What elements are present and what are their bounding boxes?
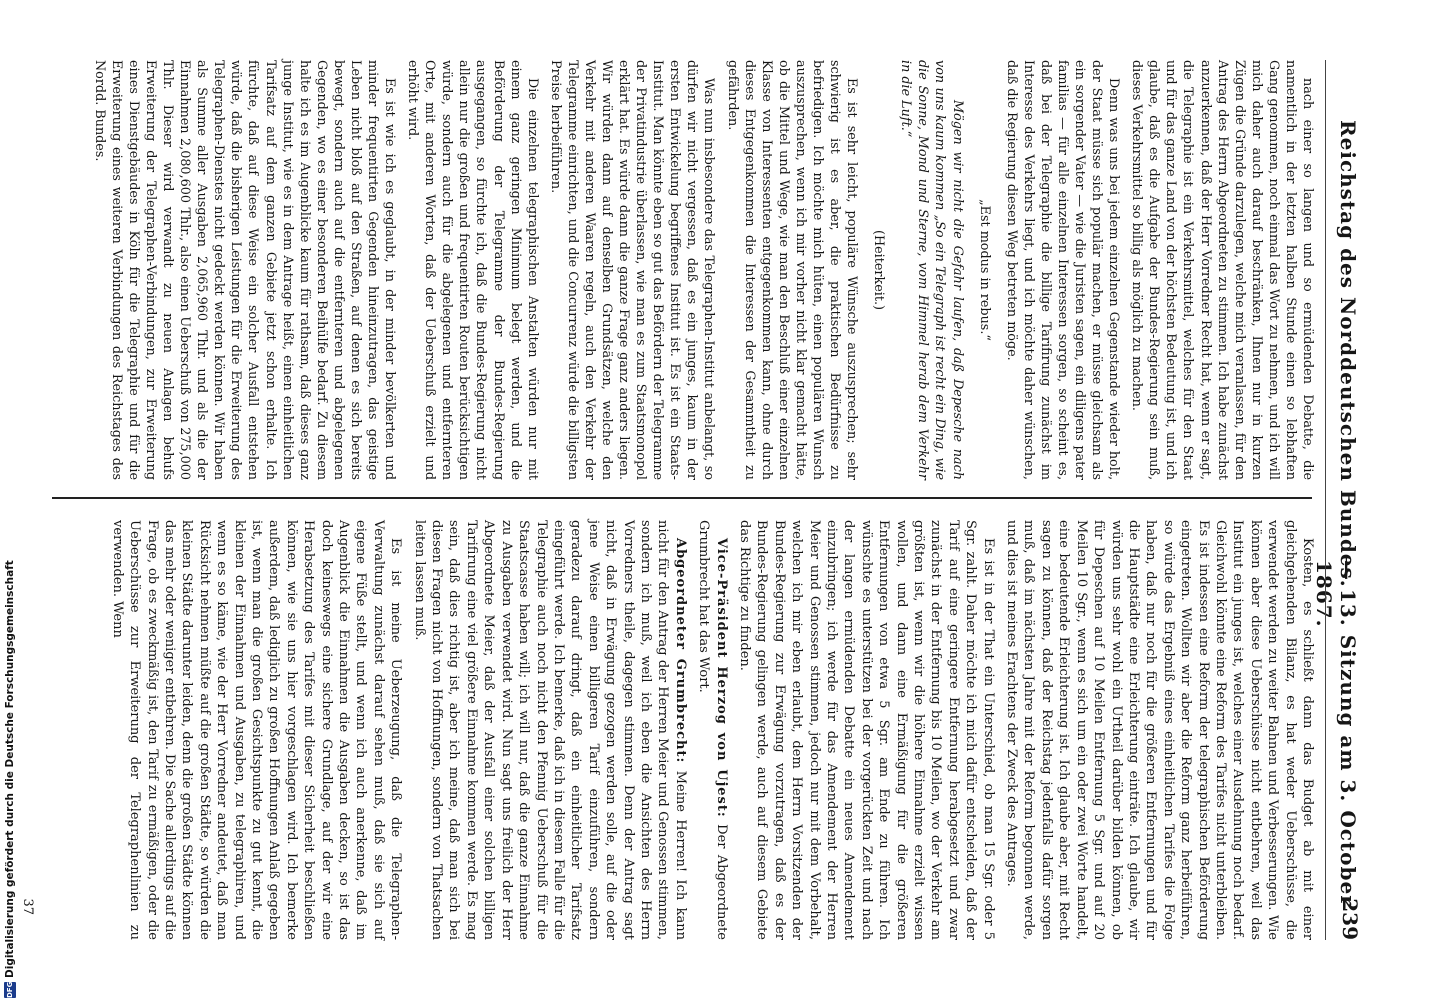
speaker-paragraph [410, 520, 689, 940]
paragraph: Die einzelnen telegraphischen Anstalten würden nur mit einem ganz geringen Minimum belegt werden, und die Beförderung der Telegramme der Bundes-Regierung ausgegangen, so fürchte ich, daß die Bundes-Regierung nicht allein nur die großen und frequentirten Routen berücksichtigen würde, sondern auch für die abgelegenen und entfernteren Orte, mit anderen Worten, daß der Ueberschuß erzielt und erhöht wird. [405, 60, 540, 480]
paragraph: Es ist meine Ueberzeugung, daß die Telegraphen-Verwaltung zunächst darauf sehen muß, daß sie sich auf eigene Füße stellt, und wenn ich auch anerkenne, daß im Augenblick die Einnahmen die Ausgaben decken, so ist das doch keineswegs eine sichere Grundlage, auf der wir eine Herabsetzung des Tarifes mit dieser Sicherheit beschließen können, wie sie uns hier vorgeschlagen wird. Ich bemerke außerdem, daß lediglich zu großen Hoffnungen Anlaß gegeben ist, wenn man die großen Gesichtspunkte zu gut kennt, die kleinen der Einnahmen und Ausgaben, zu telegraphiren, und wenn es so käme, wie der Herr Vorredner andeutet, daß man Rücksicht nehmen müßte auf die großen Städte, so würden die kleinen Städte darunter leiden, denn die großen Städte können das mehr oder weniger entbehren. Die Sache allerdings auf die Frage, ob es zweckmäßig ist, den Tarif zu ermäßigen, oder die Ueberschüsse zur Erweiterung der Telegraphenlinien zu verwenden. Wenn [109, 520, 404, 940]
credit-text: Digitalisierung gefördert durch die Deutsche Forschungsgemeinschaft [4, 560, 16, 978]
speaker-name: Abgeordneter Grumbrecht: [672, 538, 688, 764]
paragraph: Es ist in der That ein Unterschied, ob man 15 Sgr. oder 5 Sgr. zahlt. Daher möchte ich mich dafür entscheiden, daß der Tarif auf eine geringere Entfernung herabgesetzt und zwar zunächst in der Entfernung bis 10 Meilen, wo der Verkehr am größten ist, wenn wir die höhere Einnahme erzielt wissen wollen, und dann eine Ermäßigung für die größeren Entfernungen von etwa 5 Sgr. am Ende zu führen. Ich wünschte es unterstützen bei der vorgerückten Zeit und nach der langen ermüdenden Debatte ein neues Amendement einzubringen; ich werde für das Amendement der Herren Meier und Genossen stimmen, jedoch nur mit dem Vorbehalt, welchen ich mir eben erlaubt, dem Herrn Vorsitzenden der Bundes-Regierung zur Erwägung vorzutragen, daß es der Bundes-Regierung gelingen werde, auch auf diesem Gebiete das Richtige zu finden. [737, 520, 996, 940]
header-rule [1325, 60, 1326, 940]
paragraph: nach einer so langen und so ermüdenden Debatte, die namentlich in der letzten halben Stunde einen so lebhaften Gang genommen, noch einmal das Wort zu nehmen, und ich will mich daher auch darauf beschränken, Ihnen nur in kurzen Zügen die Gründe darzulegen, welche mich veranlassen, für den Antrag des Herrn Abgeordneten zu stimmen. Ich habe zunächst anzuerkennen, daß der Herr Vorredner Recht hat, wenn er sagt, die Telegraphie ist ein Verkehrsmittel, welches für den Staat und für das ganze Land von der höchsten Bedeutung ist, und ich glaube, daß es die Aufgabe der Bundes-Regierung sein muß, dieses Verkehrsmittel so billig als möglich zu machen. [1129, 60, 1315, 480]
centered-line: (Heiterkeit.) [871, 230, 887, 310]
header-session-date: — 13. Sitzung am 3. October 1867. [1312, 560, 1360, 907]
speech-text: Meine Herren! Ich kann nicht für den Antrag der Herren Meier und Genossen stimmen, sondern ich muß, weil ich eben die Ansichten des Herrn Vorredners theile, dagegen stimmen. Denn der Antrag sagt nicht, daß in Erwägung gezogen werden solle, auf die oder jene Weise einen billigeren Tarif einzuführen, sondern geradezu darauf dringt, daß ein einheitlicher Tarifsatz eingeführt werde. Ich bemerke, daß ich in diesem Falle für die Telegraphie auch noch nicht den Pfennig Ueberschuß für die Staatscasse haben will; ich will nur, daß die ganze Einnahme zu Ausgaben verwendet wird. Nun sagt uns freilich der Herr Abgeordnete Meier, daß der Ausfall einer solchen billigen Tarifirung eine viel größere Einnahme kommen werde. Es mag sein, daß dies richtig ist, aber ich meine, daß man sich bei diesen Fragen nicht von Hoffnungen, sondern von Thatsachen leiten lassen muß. [411, 520, 688, 940]
centered-line: „Est modus in rebus.“ [976, 199, 992, 341]
paragraph: Kosten, es schließt dann das Budget ab mit einer gleichgehenden Bilanz, es hat weder Ueberschüsse, die verwendet werden zu weiter Bahnen und Verbesserungen. Wie können aber diese Ueberschüsse nicht entbehren, weil das Institut ein junges ist, welches einer Ausdehnung noch bedarf. Gleichwohl könnte eine Reform des Tarifes nicht unterbleiben. Es ist indessen eine Reform der telegraphischen Beförderung eingetreten. Wollten wir aber die Reform ganz herbeiführen, so würde das Ergebniß eines einheitlichen Tarifes die Folge haben, daß nur noch für die größeren Entfernungen und für die Hauptstädte eine Erleichterung einträte. Ich glaube, wir würden uns sehr wohl ein Urtheil darüber bilden können, ob für Depeschen auf 10 Meilen Entfernung 5 Sgr. und auf 20 Meilen 10 Sgr., wenn es sich um ein oder zwei Worte handelt, eine bedeutende Erleichterung ist. Ich glaube aber, mit Recht sagen zu können, daß der Reichstag jedenfalls dafür sorgen muß, daß im nächsten Jahre mit der Reform begonnen werde, und dies ist meines Erachtens der Zweck des Antrages. [1004, 520, 1315, 940]
speech-text: Der Abgeordnete Grumbrecht hat das Wort. [696, 520, 729, 940]
left-column [85, 60, 1316, 480]
digitization-credit [2, 518, 18, 998]
paragraph: Es ist wie ich es geglaubt, in der minder bevölkerten und minder frequentirten Gegenden hineinzutragen, das geistige Leben nicht bloß auf den Straßen, auf denen es sich bereits bewegt, sondern auch auf die entfernteren und abgelegenen Gegenden, wo es einer besonderen Beihülfe bedarf. Zu diesem halte ich es im Augenblicke kaum für rathsam, daß dieses ganz junge Institut, wie es in dem Antrage heißt, einen einheitlichen Tarifsatz auf dem ganzen Gebiete jetzt schon erhalte. Ich fürchte, daß auf diese Weise ein solcher Ausfall entstehen würde, daß die bisherigen Leistungen für die Erweiterung des Telegraphen-Dienstes nicht gedeckt werden können. Wir haben als Summe aller Ausgaben 2,065,960 Thlr. und als die der Einnahmen 2,080,600 Thlr., also einen Ueberschuß von 275,000 Thlr. Dieser wird verwandt zu neuen Anlagen behufs Erweiterung der Telegraphen-Verbindungen, zur Erweiterung eines Dienstgebäudes in Köln für die Telegraphie und für die Erweiterung eines weiteren Verbindungen des Reichstages des Nordd. Bundes. [91, 60, 398, 480]
sheet-signature: 37 [20, 898, 35, 915]
column-divider [52, 497, 1312, 499]
page-header [1312, 60, 1366, 940]
quoted-verse: Mögen wir nicht die Gefahr laufen, daß Depesche nach von uns kaum kommen „So ein Telegraph ist recht ein Ding, wie die Sonne, Mond und Sterne, vom Himmel herab dem Verkehr in die Luft.“ [898, 60, 965, 480]
speaker-name: Vice-Präsident Herzog von Ujest: [713, 538, 729, 818]
header-title: Reichstag des Norddeutschen Bundes. [1336, 120, 1360, 588]
paragraph: Was nun insbesondere das Telegraphen-Institut anbelangt, so dürfen wir nicht vergessen, daß es ein junges, kaum in der ersten Entwickelung begriffenes Institut ist. Es ist ein Staats-Institut. Man könnte eben so gut das Befördern der Telegramme der Privatindustrie überlassen, wie man es zum Staatsmonopol erklärt hat. Es würde dann die ganze Frage ganz anders liegen. Wir würden dann auf denselben Grundsätzen, welche den Verkehr mit anderen Waaren regeln, auch den Verkehr der Telegramme einrichten, und die Concurrenz würde die billigsten Preise herbeiführen. [547, 60, 717, 480]
dfg-logo: DFG [6, 981, 14, 998]
right-column [102, 520, 1316, 940]
paragraph: Es ist sehr leicht, populäre Wünsche auszusprechen; sehr schwierig ist es aber, die praktischen Bedürfnisse zu befriedigen. Ich möchte mich hüten, einen populären Wunsch auszusprechen, wenn ich mir vorher nicht klar gemacht hätte, ob die Mittel und Wege, wie man den Beschluß einer einzelnen Klasse von Interessenten entgegenkommen kann, ohne durch dieses Entgegenkommen die Interessen der Gesammtheit zu gefährden. [724, 60, 860, 480]
page-number: 239 [1338, 898, 1362, 940]
speaker-paragraph [695, 520, 730, 940]
paragraph: Denn was uns bei jedem einzelnen Gegenstande wieder holt, der Staat müsse sich populär machen, er müsse gleichsam als ein sorgender Vater — wie die Juristen sagen, ein diligens pater familias — für alle einzelnen Interessen sorgen, so scheint es, daß bei der Telegraphie die billige Tarifirung zunächst im Interesse des Verkehrs liegt, und ich möchte daher wünschen, daß die Regierung diesen Weg betreten möge. [1003, 60, 1122, 480]
